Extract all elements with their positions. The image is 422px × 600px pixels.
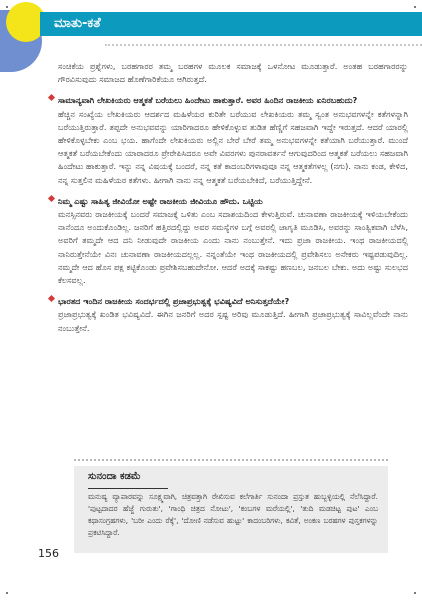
section-dotted-divider [74, 459, 388, 461]
section-title: ಮಾತು-ಕತೆ [54, 16, 101, 31]
intro-paragraph: ಸಂಚಿಕೆಯ ಪ್ರಶ್ನೆಗಳು, ಬರಹಗಾರರ ತಮ್ಮ ಬರಹಗಳ ಮೂಲಕ ಸಮಾಜಕ್ಕೆ ಒಳನೋಟ ಮೂಡುತ್ತಾರೆ. ಅಂತಹ ಬರಹಗಾರರನ್ನು ಗೌರವಿಸುವುದು ಸಮಾಜದ ಹೊಣೆಗಾರಿಕೆಯೂ ಆಗಿರುತ್ತದೆ. [58, 61, 408, 85]
author-box [74, 466, 388, 553]
author-name: ಸುನಂದಾ ಕಡಮೆ [88, 471, 141, 482]
author-name-underline [88, 488, 168, 489]
corner-mark [414, 6, 416, 8]
corner-mark [414, 592, 416, 594]
corner-mark [6, 6, 8, 8]
diamond-bullet-icon [48, 295, 55, 302]
page-number: 156 [38, 547, 59, 560]
answer: ಪ್ರಜಾಪ್ರಭುತ್ವಕ್ಕೆ ಖಂಡಿತ ಭವಿಷ್ಯವಿದೆ. ಈಗಿನ ಜನರಿಗೆ ಅದರ ಸ್ಪಷ್ಟ ಅರಿವು ಮೂಡುತ್ತಿದೆ. ಹೀಗಾಗಿ ಪ್ರಜಾಪ್ರಭುತ್ವಕ್ಕೆ ಸಾವಿಲ್ಲವೆಂದೇ ನಾನು ನಂಬುತ್ತೇನೆ. [58, 309, 408, 333]
corner-mark [6, 592, 8, 594]
answer: ಮನಸ್ಸಿನವರು ರಾಜಕೀಯಕ್ಕೆ ಬಂದರೆ ಸಮಾಜಕ್ಕೆ ಒಳಿತು ಎಂಬ ಸದಾಶಯದಿಂದ ಕೇಳುತ್ತಿರುವೆ. ಚುನಾವಣಾ ರಾಜಕೀಯಕ್ಕೆ ಇಳಿಯಬೇಕೆಂದು ನಾನೆಂದೂ ಅಂದುಕೊಂಡಿಲ್ಲ. ಜನರಿಗೆ ಹತ್ತಿರದಲ್ಲಿದ್ದು ಅವರ ಸಮಸ್ಯೆಗಳ ಬಗ್ಗೆ ಅವರಲ್ಲಿ ಜಾಗೃತಿ ಮೂಡಿಸಿ, ಅವರನ್ನು ಸಾಂತ್ವಿಕವಾಗಿ ಬೆಳೆಸಿ, ಅವರಿಗೆ ತಮ್ಮದೇ ಆದ ದನಿ ನೀಡುವುದೇ ರಾಜಕೀಯ ಎಂದು ನಾನು ನಂಬುತ್ತೇನೆ. ಇದು ಪ್ರಜಾ ರಾಜಕೀಯ. ಇಂಥ ರಾಜಕೀಯದಲ್ಲಿ ನಾನಿರುತ್ತೇನೆಯೇ ವಿನಃ ಚುನಾವಣಾ ರಾಜಕೀಯದಲ್ಲಲ್ಲ. ನನ್ನಂತೆಯೇ ಇಂಥ ರಾಜಕೀಯದಲ್ಲಿ ಪ್ರವೇಶಿಸಲು ಅನೇಕರು ಇಷ್ಟಪಡುವುದಿಲ್ಲ. ನಮ್ಮದೇ ಆದ ಹೊಸ ಪಕ್ಷ ಕಟ್ಟಿಕೊಂಡು ಪ್ರವೇಶಿಸಬಹುದೇನೋ. ಆದರೆ ಅದಕ್ಕೆ ಸಾಕಷ್ಟು ಹಣಬಲ, ಜನಬಲ ಬೇಕು. ಅದು ಅಷ್ಟು ಸುಲಭದ ಕೆಲಸವಲ್ಲ. [58, 209, 408, 286]
qa-item [58, 94, 408, 186]
question: ಭಾರತದ ಇಂದಿನ ರಾಜಕೀಯ ಸಂದರ್ಭದಲ್ಲಿ ಪ್ರಜಾಪ್ರಭುತ್ವಕ್ಕೆ ಭವಿಷ್ಯವಿದೆ ಅನಿಸುತ್ತದೆಯೇ? [58, 296, 290, 307]
qa-item [58, 195, 408, 287]
qa-item [58, 295, 408, 335]
author-bio: ಮನುಷ್ಯ ವ್ಯಾಪಾರವನ್ನು ಸೂಕ್ಷ್ಮವಾಗಿ, ಚಿತ್ರವತ್ತಾಗಿ ರೇಖಿಸುವ ಕಲೆಗಾರ್ತಿ ಸುನಂದಾ ಪ್ರಸ್ತುತ ಹುಬ್ಬಳ್ಳಿಯಲ್ಲಿ ನೆಲೆಸಿದ್ದಾರೆ. 'ಪುಟ್ಟದಾದರ ಹೆಜ್ಜೆ ಗುರುತು', 'ಗಾಂಧಿ ಚಿತ್ರದ ನೋಟು', 'ಕಂಬಗಳ ಮರೆಯಲ್ಲಿ', 'ತುದಿ ಮಡಚಿಟ್ಟ ಪುಟ' ಎಂಬ ಕಥಾಸಂಗ್ರಹಗಳು, 'ಬರೀ ಎಂದು ರೆಕ್ಕೆ', 'ದೋಣಿ ನಡೆಸುವ ಹುಟ್ಟು' ಕಾದಂಬರಿಗಳು, ಕವಿತೆ, ಅಂಕಣ ಬರಹಗಳ ಪುಸ್ತಕಗಳನ್ನು ಪ್ರಕಟಿಸಿದ್ದಾರೆ. [88, 492, 378, 537]
diamond-bullet-icon [48, 94, 55, 101]
article-body [58, 60, 408, 343]
question: ನಿಮ್ಮ ಎಷ್ಟು ಸಾಹಿತ್ಯ ಜೀವಿಯೋ ಅಷ್ಟೇ ರಾಜಕೀಯ ಜೀವಿಯೂ ಹೌದು. ಒಟ್ಟಿಯ [58, 195, 263, 206]
question: ಸಾಮಾನ್ಯವಾಗಿ ಲೇಖಕಿಯರು ಆತ್ಮಕತೆ ಬರೆಯಲು ಹಿಂದೇಟು ಹಾಕುತ್ತಾರೆ. ಅವರ ಹಿಂದಿನ ರಾಜಕೀಯ ಏನಿರಬಹುದು? [58, 95, 358, 106]
header-dotted-rule [105, 44, 422, 46]
diamond-bullet-icon [48, 195, 55, 202]
answer: ಹೆಚ್ಚಿನ ಸಂಖ್ಯೆಯ ಲೇಖಕಿಯರು ಆದರ್ಶದ ಮಹಿಳೆಯರ ಕುರಿತೇ ಬರೆಯುವ ಲೇಖಕಿಯರು ತಮ್ಮ ಸ್ವಂತ ಅನುಭವಗಳನ್ನೇ ಕತೆಗಳನ್ನಾಗಿ ಬರೆಯುತ್ತಿರುತ್ತಾರೆ. ತಪ್ಪದೇ ಅನುಭವವನ್ನು ಯಾರಿಗಾದರೂ ಹೇಳಿಕೊಳ್ಳುವ ತುಡಿತ ಹೆಣ್ಣಿಗೆ ಸಹಜವಾಗಿ ಇದ್ದೇ ಇರುತ್ತದೆ. ಆದರೆ ಯಾರಲ್ಲಿ ಹೇಳಿಕೊಳ್ಳಬೇಕು ಎಂಬ ಭಯ. ಹಾಗೆಂದೇ ಲೇಖಕಿಯರು ಅಲ್ಲಿನ ಬೇರೆ ಬೇರೆ ತಮ್ಮ ಅನುಭವಗಳನ್ನೇ ಕತೆಯಾಗಿ ಬರೆಯುತ್ತಾರೆ. ಮುಂದೆ ಆತ್ಮಕತೆ ಬರೆಯಬೇಕೆಂದು ಯಾರಾದರೂ ಪ್ರೇರೇಪಿಸಿದರೂ ಅವೇ ವಿವರಗಳು ಪುನರಾವರ್ತನೆ ಆಗುವುದರಿಂದ ಆತ್ಮಕತೆ ಬರೆಯಲು ಸಹಜವಾಗಿ ಹಿಂದೇಟು ಹಾಕುತ್ತಾರೆ. ಇನ್ನು ನನ್ನ ವಿಷಯಕ್ಕೆ ಬಂದರೆ, ನನ್ನ ಕತೆ ಕಾದಂಬರಿಗಳಾವುವೂ ನನ್ನ ಆತ್ಮಕತೆಗಳಲ್ಲ (ನಗು). ನಾನು ಕಂಡ, ಕೇಳಿದ, ನನ್ನ ಸುತ್ತಲಿನ ಮಹಿಳೆಯರ ಕತೆಗಳು. ಹೀಗಾಗಿ ನಾನು ನನ್ನ ಆತ್ಮಕತೆ ಬರೆಯಬೇಕಿದೆ, ಬರೆಯುತ್ತಿದ್ದೇನೆ. [58, 108, 408, 185]
